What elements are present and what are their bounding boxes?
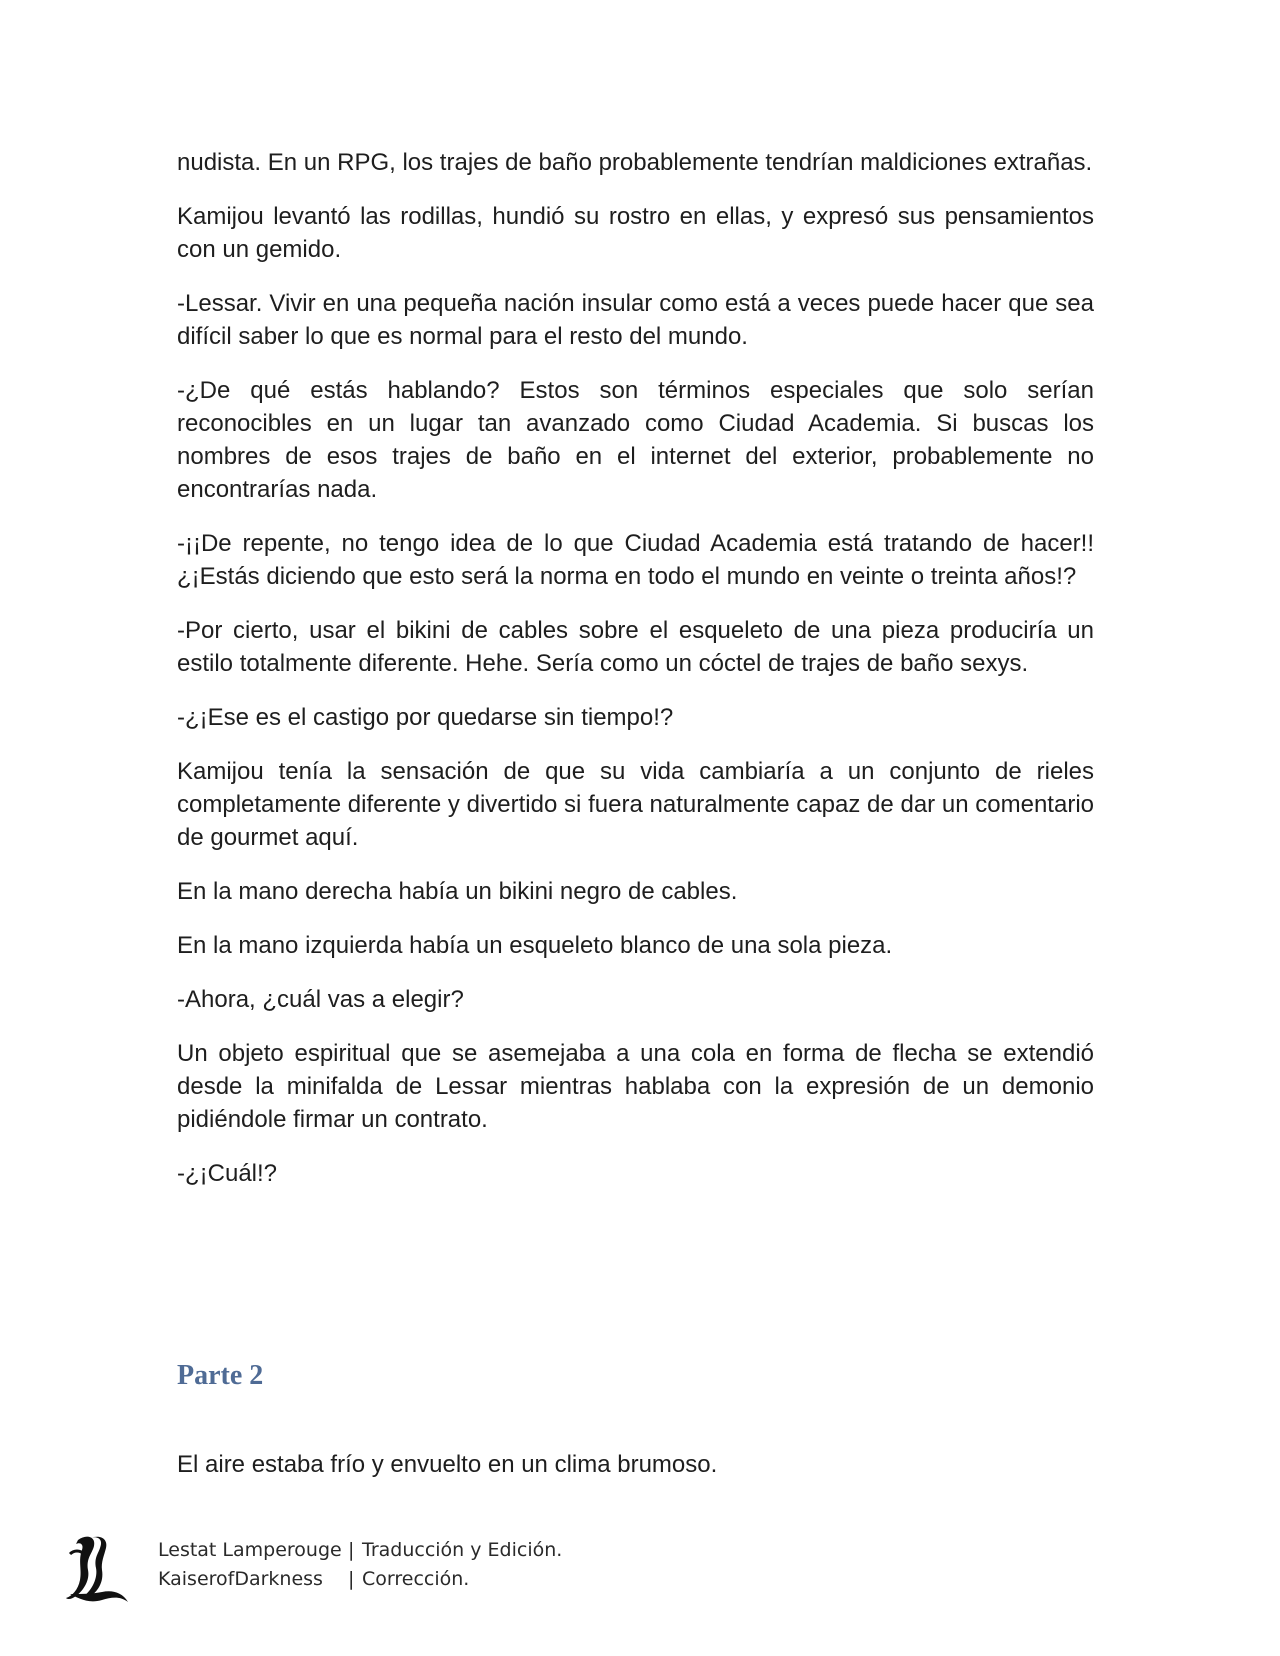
paragraph: -¡¡De repente, no tengo idea de lo que Ciudad Academia está tratando de hacer!! ¿¡Estás diciendo que esto será la norma en todo el mundo en veinte o treinta años!?: [177, 530, 1094, 590]
credit-row: [158, 1565, 562, 1594]
paragraph: -Lessar. Vivir en una pequeña nación insular como está a veces puede hacer que sea difícil saber lo que es normal para el resto del mundo.: [177, 290, 1094, 350]
paragraph: Un objeto espiritual que se asemejaba a una cola en forma de flecha se extendió desde la minifalda de Lessar mientras hablaba con la expresión de un demonio pidiéndole firmar un contrato.: [177, 1040, 1094, 1133]
credit-name: KaiserofDarkness: [158, 1568, 323, 1590]
paragraph: -Por cierto, usar el bikini de cables sobre el esqueleto de una pieza produciría un estilo totalmente diferente. Hehe. Sería como un cóctel de trajes de baño sexys.: [177, 617, 1094, 677]
paragraph: -Ahora, ¿cuál vas a elegir?: [177, 986, 464, 1013]
footer-credits: [158, 1536, 562, 1594]
paragraph: -¿De qué estás hablando? Estos son términos especiales que solo serían reconocibles en un lugar tan avanzado como Ciudad Academia. Si buscas los nombres de esos trajes de baño en el internet del exterior, probablemente no encontrarías nada.: [177, 377, 1094, 503]
credit-role: Corrección.: [362, 1568, 470, 1590]
paragraph: Kamijou tenía la sensación de que su vida cambiaría a un conjunto de rieles completamente diferente y divertido si fuera naturalmente capaz de dar un comentario de gourmet aquí.: [177, 758, 1094, 851]
paragraph: Kamijou levantó las rodillas, hundió su rostro en ellas, y expresó sus pensamientos con un gemido.: [177, 203, 1094, 263]
paragraph: -¿¡Ese es el castigo por quedarse sin tiempo!?: [177, 704, 674, 731]
paragraph: -¿¡Cuál!?: [177, 1160, 278, 1187]
credit-role: Traducción y Edición.: [362, 1539, 563, 1561]
section-heading: Parte 2: [177, 1360, 264, 1391]
credit-separator: |: [348, 1539, 355, 1561]
paragraph: El aire estaba frío y envuelto en un clima brumoso.: [177, 1451, 718, 1478]
paragraph: En la mano derecha había un bikini negro de cables.: [177, 878, 738, 905]
paragraph: En la mano izquierda había un esqueleto blanco de una sola pieza.: [177, 932, 893, 959]
credit-row: [158, 1536, 562, 1565]
credit-separator: |: [348, 1568, 355, 1590]
page-footer: [64, 1534, 664, 1614]
document-body: [177, 146, 1094, 1211]
gothic-letter-l-icon: [64, 1534, 130, 1606]
credit-name: Lestat Lamperouge: [158, 1539, 342, 1561]
paragraph: nudista. En un RPG, los trajes de baño probablemente tendrían maldiciones extrañas.: [177, 149, 1093, 176]
